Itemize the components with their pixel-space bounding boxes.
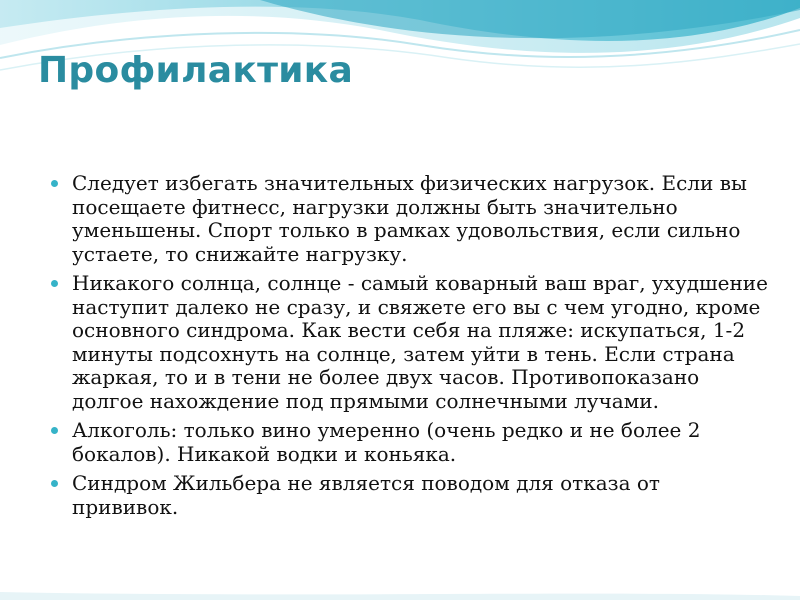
bullet-text: Никакого солнца, солнце - самый коварный ваш враг, ухудшение наступит далеко не сразу, и свяжете его вы с чем угодно, кроме основного синдрома. Как вести себя на пляже: искупаться, 1-2 минуты подсохнуть на солнце, затем уйти в тень. Если страна жаркая, то и в тени не более двух часов. Противопоказано долгое нахождение под прямыми солнечными лучами.	[72, 271, 768, 413]
list-item	[48, 472, 768, 519]
slide-title: Профилактика	[38, 50, 354, 91]
bullet-text: Алкоголь: только вино умеренно (очень редко и не более 2 бокалов). Никакой водки и коньяка.	[72, 418, 701, 466]
bullet-icon	[51, 280, 58, 287]
bullet-icon	[51, 180, 58, 187]
list-item	[48, 272, 768, 413]
bullet-text: Следует избегать значительных физических нагрузок. Если вы посещаете фитнесс, нагрузки должны быть значительно уменьшены. Спорт только в рамках удовольствия, если сильно устаете, то снижайте нагрузку.	[72, 171, 747, 266]
bullet-icon	[51, 480, 58, 487]
bullet-list	[48, 172, 768, 525]
list-item	[48, 172, 768, 266]
list-item	[48, 419, 768, 466]
bullet-text: Синдром Жильбера не является поводом для отказа от прививок.	[72, 471, 660, 519]
bullet-icon	[51, 427, 58, 434]
